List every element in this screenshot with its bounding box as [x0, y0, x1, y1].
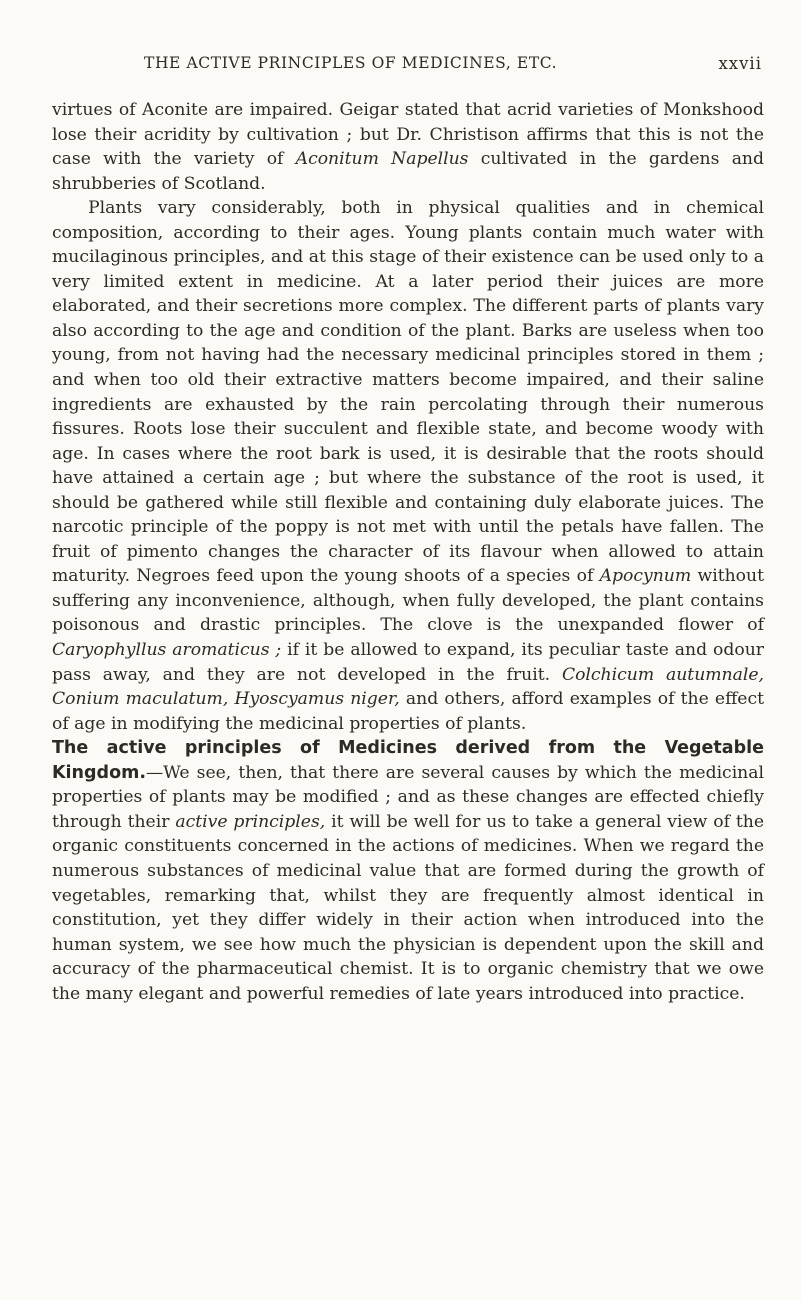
section-heading: The active principles of Medicines derived from the Vegetable Kingdom. — [52, 738, 764, 783]
paragraph-aconite — [52, 98, 764, 196]
para2-italic-3: Colchicum autumnale, Conium maculatum, Hyoscyamus niger, — [52, 664, 765, 710]
body-text — [52, 98, 764, 1006]
para1-italic-1: Aconitum Napellus — [295, 149, 469, 170]
para1-text-1: virtues of Aconite are impaired. Geigar stated that acrid varieties of Monkshood lose their acridity by cultivation ; but Dr. Christison affirms that this is not the case with the variety of — [52, 100, 764, 170]
para2-italic-1: Apocynum — [599, 566, 692, 587]
paragraph-plant-age — [52, 196, 764, 736]
para2-italic-2: Caryophyllus aromaticus ; — [52, 640, 282, 661]
paragraph-active-principles — [52, 736, 764, 1006]
page-header — [52, 54, 762, 80]
para2-text-3: if it be allowed to expand, its peculiar taste and odour pass away, and they are not developed in the fruit. — [52, 640, 764, 685]
para3-text-2: it will be well for us to take a general view of the organic constituents concerned in the actions of medicines. When we regard the numerous substances of medicinal value that are formed during the growth of vegetables, remarking that, whilst they are frequently almost identical in constitution, yet they differ widely in their action when introduced into the human system, we see how much the physician is dependent upon the skill and accuracy of the pharmaceutical chemist. It is to organic chemistry that we owe the many elegant and powerful remedies of late years introduced into practice. — [52, 811, 764, 1004]
para2-text-1: Plants vary considerably, both in physical qualities and in chemical composition, according to their ages. Young plants contain much water with mucilaginous principles, and at this stage of their existence can be used only to a very limited extent in medicine. At a later period their juices are more elaborated, and their secretions more complex. The different parts of plants vary also according to the age and condition of the plant. Barks are useless when too young, from not having had the necessary medicinal principles stored in them ; and when too old their extractive matters become impaired, and their saline ingredients are exhausted by the rain percolating through their numerous fissures. Roots lose their succulent and flexible state, and become woody with age. In cases where the root bark is used, it is desirable that the roots should have attained a certain age ; but where the substance of the root is used, it should be gathered while still flexible and containing duly elaborate juices. The narcotic principle of the poppy is not met with until the petals have fallen. The fruit of pimento changes the character of its flavour when allowed to attain maturity. Negroes feed upon the young shoots of a species of — [52, 198, 764, 587]
para2-text-2: without suffering any inconvenience, although, when fully developed, the plant contains poisonous and drastic principles. The clove is the unexpanded flower of — [52, 566, 764, 636]
para3-italic-1: active principles, — [175, 811, 326, 832]
page-number: xxvii — [718, 54, 762, 73]
para1-text-2: cultivated in the gardens and shrubberies of Scotland. — [52, 149, 765, 194]
para2-text-4: and others, afford examples of the effect of age in modifying the medicinal properties of plants. — [52, 689, 764, 734]
para3-text-1: —We see, then, that there are several causes by which the medicinal properties of plants may be modified ; and as these changes are effected chiefly through their — [52, 762, 764, 832]
running-title: THE ACTIVE PRINCIPLES OF MEDICINES, ETC. — [144, 54, 558, 72]
